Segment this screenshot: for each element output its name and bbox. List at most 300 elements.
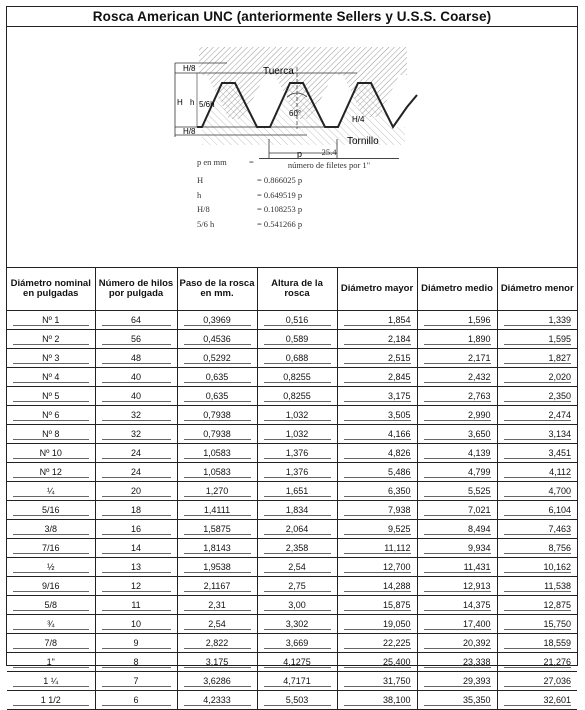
thread-formulas	[197, 149, 407, 233]
table-body	[7, 311, 577, 710]
cell-value: 1 1/2	[13, 695, 89, 706]
table-cell	[7, 463, 95, 482]
cell-value: 2,474	[504, 410, 572, 421]
table-cell	[7, 558, 95, 577]
table-cell	[497, 691, 577, 710]
table-cell	[417, 653, 497, 672]
table-cell	[257, 672, 337, 691]
table-row	[7, 349, 577, 368]
cell-value: 1,651	[264, 486, 331, 497]
cell-value: 14,375	[424, 600, 491, 611]
table-cell	[177, 368, 257, 387]
cell-value: 2,432	[424, 372, 491, 383]
table-cell	[95, 406, 177, 425]
table-cell	[7, 501, 95, 520]
cell-value: 1,890	[424, 334, 491, 345]
cell-value: 14	[102, 543, 171, 554]
table-cell	[177, 444, 257, 463]
cell-value: 3,302	[264, 619, 331, 630]
cell-value: 2,31	[184, 600, 251, 611]
table-cell	[177, 615, 257, 634]
cell-value: Nº 4	[13, 372, 89, 383]
table-cell	[95, 368, 177, 387]
cell-value: 10,162	[504, 562, 572, 573]
cell-value: 3,175	[344, 391, 411, 402]
table-cell	[177, 330, 257, 349]
table-cell	[337, 672, 417, 691]
table-row	[7, 311, 577, 330]
table-cell	[337, 520, 417, 539]
cell-value: 3,134	[504, 429, 572, 440]
cell-value: 64	[102, 315, 171, 326]
cell-value: Nº 3	[13, 353, 89, 364]
table-cell	[95, 482, 177, 501]
cell-value: Nº 2	[13, 334, 89, 345]
cell-value: ½	[13, 562, 89, 573]
cell-value: 2,350	[504, 391, 572, 402]
cell-value: 12,913	[424, 581, 491, 592]
cell-value: ¼	[13, 486, 89, 497]
cell-value: 20	[102, 486, 171, 497]
cell-value: 4,799	[424, 467, 491, 478]
column-header: Altura de la rosca	[257, 268, 337, 311]
formula-row	[197, 175, 407, 190]
table-cell	[337, 501, 417, 520]
table-cell	[95, 577, 177, 596]
cell-value: 1,0583	[184, 448, 251, 459]
cell-value: 10	[102, 619, 171, 630]
table-cell	[177, 387, 257, 406]
cell-value: 3,505	[344, 410, 411, 421]
page-title: Rosca American UNC (anteriormente Sellers y U.S.S. Coarse)	[7, 7, 577, 27]
table-row	[7, 330, 577, 349]
table-cell	[7, 596, 95, 615]
table-cell	[257, 368, 337, 387]
cell-value: 4,700	[504, 486, 572, 497]
cell-value: 1,376	[264, 467, 331, 478]
cell-value: 0,688	[264, 353, 331, 364]
table-cell	[257, 387, 337, 406]
cell-value: 23,338	[424, 657, 491, 668]
cell-value: 16	[102, 524, 171, 535]
table-cell	[7, 368, 95, 387]
cell-value: 2,54	[264, 562, 331, 573]
cell-value: 8,756	[504, 543, 572, 554]
cell-value: Nº 1	[13, 315, 89, 326]
cell-value: 2,845	[344, 372, 411, 383]
column-header: Diámetro menor	[497, 268, 577, 311]
table-cell	[417, 596, 497, 615]
formula-lhs: h	[197, 189, 202, 200]
label-tuerca: Tuerca	[263, 66, 294, 77]
table-cell	[7, 482, 95, 501]
cell-value: Nº 12	[13, 467, 89, 478]
cell-value: 6	[102, 695, 171, 706]
table-cell	[337, 406, 417, 425]
table-cell	[177, 672, 257, 691]
cell-value: 14,288	[344, 581, 411, 592]
label-pitch: p	[297, 149, 303, 159]
table-cell	[177, 634, 257, 653]
formula-row	[197, 219, 407, 234]
label-tornillo: Tornillo	[347, 136, 379, 147]
column-header: Diámetro nominal en pulgadas	[7, 268, 95, 311]
table-cell	[417, 406, 497, 425]
table-cell	[497, 330, 577, 349]
cell-value: 5,486	[344, 467, 411, 478]
table-cell	[95, 596, 177, 615]
cell-value: 8	[102, 657, 171, 668]
cell-value: 1,339	[504, 315, 572, 326]
table-cell	[7, 691, 95, 710]
cell-value: 56	[102, 334, 171, 345]
table-cell	[95, 387, 177, 406]
table-cell	[257, 349, 337, 368]
cell-value: 1,827	[504, 353, 572, 364]
cell-value: 4,112	[504, 467, 572, 478]
cell-value: 1,834	[264, 505, 331, 516]
cell-value: 7,463	[504, 524, 572, 535]
column-header: Diámetro medio	[417, 268, 497, 311]
cell-value: 0,8255	[264, 391, 331, 402]
cell-value: 0,8255	[264, 372, 331, 383]
table-cell	[257, 330, 337, 349]
cell-value: 18	[102, 505, 171, 516]
table-cell	[95, 615, 177, 634]
label-h8-top: H/8	[183, 64, 196, 73]
cell-value: 1,032	[264, 410, 331, 421]
table-cell	[337, 539, 417, 558]
table-cell	[95, 539, 177, 558]
cell-value: 8,494	[424, 524, 491, 535]
cell-value: 11,112	[344, 543, 411, 554]
table-cell	[177, 577, 257, 596]
table-cell	[177, 482, 257, 501]
table-cell	[7, 311, 95, 330]
table-cell	[497, 425, 577, 444]
formula-lhs: 5/6 h	[197, 218, 215, 229]
table-cell	[7, 615, 95, 634]
table-cell	[257, 615, 337, 634]
thread-profile-figure	[7, 27, 577, 268]
cell-value: 3,6286	[184, 676, 251, 687]
label-h8-bottom: H/8	[183, 127, 196, 136]
cell-value: 32	[102, 429, 171, 440]
table-cell	[177, 596, 257, 615]
cell-value: 13	[102, 562, 171, 573]
pitch-fraction	[259, 147, 399, 170]
cell-value: 5,503	[264, 695, 331, 706]
table-cell	[177, 539, 257, 558]
cell-value: 48	[102, 353, 171, 364]
label-h-total: H	[177, 98, 183, 107]
table-cell	[7, 653, 95, 672]
table-cell	[417, 634, 497, 653]
table-cell	[257, 425, 337, 444]
cell-value: 40	[102, 391, 171, 402]
table-cell	[257, 596, 337, 615]
cell-value: 11,431	[424, 562, 491, 573]
cell-value: Nº 10	[13, 448, 89, 459]
table-cell	[417, 349, 497, 368]
table-cell	[257, 653, 337, 672]
cell-value: 1,270	[184, 486, 251, 497]
table-cell	[417, 672, 497, 691]
table-cell	[177, 311, 257, 330]
table-row	[7, 672, 577, 691]
cell-value: Nº 6	[13, 410, 89, 421]
cell-value: 1,596	[424, 315, 491, 326]
table-row	[7, 501, 577, 520]
table-cell	[417, 330, 497, 349]
table-cell	[497, 539, 577, 558]
cell-value: 1,032	[264, 429, 331, 440]
table-cell	[257, 577, 337, 596]
table-cell	[417, 558, 497, 577]
table-cell	[417, 577, 497, 596]
table-cell	[497, 444, 577, 463]
cell-value: 9,934	[424, 543, 491, 554]
table-cell	[497, 349, 577, 368]
cell-value: 11	[102, 600, 171, 611]
cell-value: 32	[102, 410, 171, 421]
cell-value: 0,589	[264, 334, 331, 345]
cell-value: 15,750	[504, 619, 572, 630]
cell-value: 7/16	[13, 543, 89, 554]
table-row	[7, 539, 577, 558]
table-cell	[337, 463, 417, 482]
cell-value: 3,00	[264, 600, 331, 611]
table-cell	[177, 558, 257, 577]
formula-row	[197, 190, 407, 205]
table-cell	[7, 444, 95, 463]
table-cell	[257, 634, 337, 653]
cell-value: 3,451	[504, 448, 572, 459]
table-cell	[417, 501, 497, 520]
column-header: Número de hilos por pulgada	[95, 268, 177, 311]
cell-value: 6,104	[504, 505, 572, 516]
table-cell	[95, 634, 177, 653]
table-cell	[95, 311, 177, 330]
table-row	[7, 558, 577, 577]
pitch-equals: =	[249, 157, 254, 167]
table-cell	[497, 558, 577, 577]
table-cell	[95, 672, 177, 691]
cell-value: 2,064	[264, 524, 331, 535]
cell-value: 1,8143	[184, 543, 251, 554]
cell-value: 40	[102, 372, 171, 383]
cell-value: 2,515	[344, 353, 411, 364]
cell-value: 0,516	[264, 315, 331, 326]
cell-value: 3,650	[424, 429, 491, 440]
table-cell	[337, 311, 417, 330]
cell-value: 1"	[13, 657, 89, 668]
cell-value: 4,166	[344, 429, 411, 440]
cell-value: 1,5875	[184, 524, 251, 535]
table-cell	[337, 330, 417, 349]
cell-value: 4,139	[424, 448, 491, 459]
table-cell	[257, 691, 337, 710]
table-cell	[497, 634, 577, 653]
formula-lhs: H	[197, 175, 204, 185]
column-header: Paso de la rosca en mm.	[177, 268, 257, 311]
cell-value: 24	[102, 467, 171, 478]
table-cell	[497, 387, 577, 406]
table-cell	[257, 539, 337, 558]
cell-value: 5/8	[13, 600, 89, 611]
table-cell	[337, 691, 417, 710]
table-cell	[257, 406, 337, 425]
table-cell	[497, 615, 577, 634]
cell-value: Nº 8	[13, 429, 89, 440]
cell-value: 2,54	[184, 619, 251, 630]
cell-value: 5/16	[13, 505, 89, 516]
table-cell	[337, 634, 417, 653]
table-cell	[95, 463, 177, 482]
table-cell	[177, 425, 257, 444]
label-h4: H/4	[352, 115, 365, 124]
table-cell	[337, 558, 417, 577]
cell-value: 21,276	[504, 657, 572, 668]
cell-value: 4,7171	[264, 676, 331, 687]
cell-value: 1,376	[264, 448, 331, 459]
cell-value: 3,175	[184, 657, 251, 668]
thread-data-table	[7, 268, 577, 710]
table-cell	[177, 520, 257, 539]
cell-value: 0,635	[184, 391, 251, 402]
table-cell	[497, 653, 577, 672]
table-cell	[7, 634, 95, 653]
cell-value: 5,525	[424, 486, 491, 497]
cell-value: 2,171	[424, 353, 491, 364]
table-cell	[7, 425, 95, 444]
cell-value: 4,2333	[184, 695, 251, 706]
cell-value: 1,0583	[184, 467, 251, 478]
table-cell	[497, 501, 577, 520]
table-cell	[417, 387, 497, 406]
table-cell	[257, 501, 337, 520]
table-cell	[7, 672, 95, 691]
formula-rhs: = 0.108253 p	[257, 204, 303, 214]
cell-value: 9/16	[13, 581, 89, 592]
cell-value: ¾	[13, 619, 89, 630]
pitch-label: p en mm	[197, 157, 227, 167]
table-cell	[417, 311, 497, 330]
cell-value: 7	[102, 676, 171, 687]
pitch-numerator: 25.4	[259, 147, 399, 159]
cell-value: 11,538	[504, 581, 572, 592]
table-cell	[257, 311, 337, 330]
table-cell	[7, 406, 95, 425]
table-cell	[95, 425, 177, 444]
table-cell	[95, 501, 177, 520]
label-56h: 5/6h	[199, 100, 215, 109]
table-cell	[417, 691, 497, 710]
formula-rhs: = 0.541266 p	[257, 218, 303, 229]
table-cell	[7, 577, 95, 596]
table-cell	[497, 596, 577, 615]
table-row	[7, 406, 577, 425]
table-row	[7, 653, 577, 672]
table-cell	[257, 463, 337, 482]
table-cell	[7, 387, 95, 406]
cell-value: 1,9538	[184, 562, 251, 573]
table-cell	[337, 387, 417, 406]
cell-value: 0,4536	[184, 334, 251, 345]
table-cell	[257, 444, 337, 463]
table-cell	[95, 444, 177, 463]
cell-value: 0,5292	[184, 353, 251, 364]
table-cell	[95, 520, 177, 539]
table-cell	[417, 520, 497, 539]
table-cell	[417, 539, 497, 558]
table-cell	[417, 368, 497, 387]
cell-value: 0,3969	[184, 315, 251, 326]
table-cell	[95, 349, 177, 368]
cell-value: 12,875	[504, 600, 572, 611]
table-cell	[417, 482, 497, 501]
table-cell	[95, 653, 177, 672]
table-cell	[337, 653, 417, 672]
cell-value: 9,525	[344, 524, 411, 535]
cell-value: 7,938	[344, 505, 411, 516]
cell-value: 35,350	[424, 695, 491, 706]
cell-value: 12	[102, 581, 171, 592]
table-cell	[7, 330, 95, 349]
cell-value: 3,669	[264, 638, 331, 649]
column-header: Diámetro mayor	[337, 268, 417, 311]
cell-value: 24	[102, 448, 171, 459]
table-cell	[337, 368, 417, 387]
formula-row	[197, 204, 407, 219]
table-cell	[177, 501, 257, 520]
table-header-row	[7, 268, 577, 311]
table-row	[7, 577, 577, 596]
cell-value: 0,7938	[184, 429, 251, 440]
cell-value: 31,750	[344, 676, 411, 687]
table-cell	[337, 615, 417, 634]
table-row	[7, 615, 577, 634]
table-cell	[177, 653, 257, 672]
table-cell	[177, 691, 257, 710]
table-cell	[95, 330, 177, 349]
cell-value: 1,854	[344, 315, 411, 326]
table-cell	[497, 520, 577, 539]
table-cell	[95, 558, 177, 577]
cell-value: 38,100	[344, 695, 411, 706]
table-cell	[177, 406, 257, 425]
label-angle: 60°	[289, 109, 302, 118]
cell-value: 2,822	[184, 638, 251, 649]
cell-value: 9	[102, 638, 171, 649]
table-cell	[497, 482, 577, 501]
table-cell	[497, 672, 577, 691]
cell-value: 0,7938	[184, 410, 251, 421]
cell-value: 2,020	[504, 372, 572, 383]
table-cell	[257, 558, 337, 577]
table-row	[7, 387, 577, 406]
table-cell	[337, 444, 417, 463]
table-cell	[95, 691, 177, 710]
table-cell	[337, 425, 417, 444]
table-cell	[7, 349, 95, 368]
pitch-denominator: número de filetes por 1"	[287, 160, 371, 170]
cell-value: 17,400	[424, 619, 491, 630]
cell-value: 4,1275	[264, 657, 331, 668]
cell-value: 3/8	[13, 524, 89, 535]
cell-value: 25,400	[344, 657, 411, 668]
table-cell	[417, 615, 497, 634]
